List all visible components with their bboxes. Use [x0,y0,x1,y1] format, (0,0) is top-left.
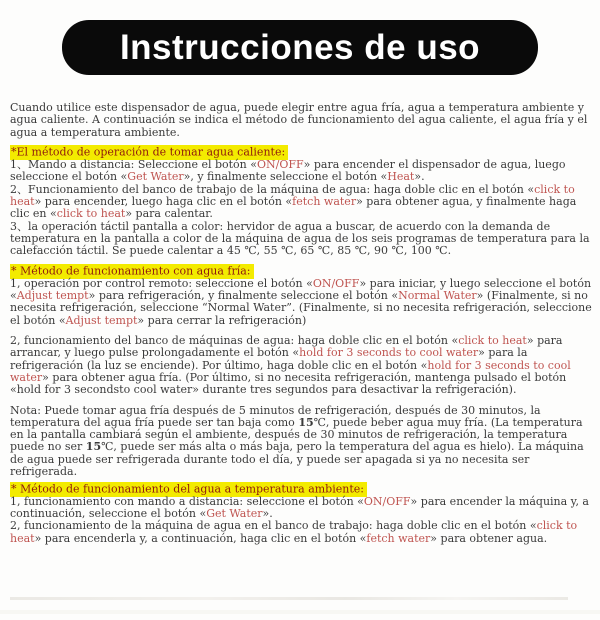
highlighted-heading-text: * Método de funcionamiento del agua a temperatura ambiente: [10,482,367,497]
highlighted-heading-text: * Método de funcionamiento con agua fría: [10,264,254,279]
button-name-text: click to heat [10,182,575,209]
button-name-text: click to heat [458,334,527,348]
button-name-text: Get Water [127,170,184,184]
button-name-text: ON/OFF [257,158,304,172]
button-name-text: fetch water [292,195,357,209]
hot-water-step-3 [10,221,592,258]
text-segment: ℃, puede ser más alta o más baja, pero la temperatura del agua es hielo). La máquina de agua puede ser refrigerada durante todo el día, y puede ser apagada si ya no necesita ser refrigerada. [10,440,584,479]
button-name-text: hold for 3 seconds to cool water [10,358,571,384]
highlighted-heading-text: *El método de operación de tomar agua caliente: [10,145,288,160]
text-segment: » para iniciar, y luego seleccione el botón « [10,276,592,303]
button-name-text: ON/OFF [363,494,411,508]
text-segment: 2, funcionamiento de la máquina de agua en el banco de trabajo: haga doble clic en el botón « [10,519,537,533]
button-name-text: hold for 3 seconds to cool water [299,346,479,360]
cold-water-step-1 [10,278,592,327]
text-segment: Nota: Puede tomar agua fría después de 5 minutos de refrigeración, después de 30 minutos, la temperatura del agua fría puede ser tan baja como [10,403,541,429]
text-segment: », y finalmente seleccione el botón « [183,170,388,184]
text-segment: 1, funcionamiento con mando a distancia: seleccione el botón « [10,494,364,508]
button-name-text: Adjust tempt [16,289,89,303]
intro-paragraph [10,102,592,139]
cold-water-step-2 [10,335,592,396]
text-segment: » para la refrigeración (la luz se enciende). Por último, haga doble clic en el botón « [10,346,528,372]
button-name-text: Adjust tempt [65,313,138,327]
text-segment: » para arrancar, y luego pulse prolongadamente el botón « [10,334,563,360]
title-banner [62,20,538,75]
text-segment: ». [414,170,425,184]
button-name-text: click to heat [56,207,126,221]
document-body [10,102,592,545]
text-segment: 2, funcionamiento del banco de máquinas de agua: haga doble clic en el botón « [10,334,459,348]
text-segment: 3、la operación táctil pantalla a color: hervidor de agua a buscar, de acuerdo con la demanda de temperatura en la pantalla a color de la máquina de agua de los seis programas de temperatura para la calefacción táctil. Se puede calentar a 45 ℃, 55 ℃, 65 ℃, 85 ℃, 90 ℃, 100 ℃. [10,219,590,258]
text-segment: » para encenderla y, a continuación, haga clic en el botón « [34,531,367,545]
text-segment: ». [262,506,273,520]
text-segment: » para cerrar la refrigeración) [137,313,307,327]
text-segment: » para obtener agua fría. (Por último, si no necesita refrigeración, mantenga pulsado el botón «hold for 3 secondsto cool water» durante tres segundos para desactivar la refrigeración). [10,370,567,397]
page-title: Instrucciones de uso [119,27,481,67]
button-name-text: click to heat [10,519,578,545]
text-segment: Cuando utilice este dispensador de agua, puede elegir entre agua fría, agua a temperatura ambiente y agua caliente. A continuación se indica el método de funcionamiento del agua caliente, el agua fría y el agua a temperatura ambiente. [10,101,588,139]
text-segment: 15 [298,415,314,429]
text-segment: » para encender la máquina y, a continuación, seleccione el botón « [10,494,589,520]
button-name-text: fetch water [366,531,431,545]
text-segment: 15 [85,440,102,454]
text-segment: » (Finalmente, si no necesita refrigeración, seleccione “Normal Water”. (Finalmente, si no necesita refrigeración, seleccione el botón « [10,289,592,327]
text-segment: » para obtener agua, y finalmente haga clic en « [10,195,577,221]
button-name-text: Get Water [206,506,263,520]
text-segment: » para encender, luego haga clic en el botón « [34,195,293,209]
button-name-text: Heat [387,170,415,184]
scan-artifact-smudge [0,610,600,614]
text-segment: 1、Mando a distancia: Seleccione el botón « [10,158,257,172]
text-segment: » para refrigeración, y finalmente seleccione el botón « [88,289,399,303]
hot-water-step-2 [10,184,592,221]
button-name-text: Normal Water [398,289,477,303]
note-paragraph [10,405,592,479]
ambient-water-step-2 [10,520,592,545]
text-segment: » para calentar. [125,207,213,221]
text-segment: 2、Funcionamiento del banco de trabajo de la máquina de agua: haga doble clic en el botón « [10,182,535,196]
text-segment: » para obtener agua. [430,531,548,545]
text-segment: » para encender el dispensador de agua, luego seleccione el botón « [10,158,566,184]
ambient-water-step-1 [10,496,592,521]
hot-water-step-1 [10,159,592,184]
text-segment: 1, operación por control remoto: seleccione el botón « [10,276,313,290]
text-segment: ℃, puede beber agua muy fría. (La temperatura en la pantalla cambiará según el ambiente, después de 30 minutos de refrigeración, la temperatura puede no ser [10,415,583,454]
button-name-text: ON/OFF [312,276,360,290]
